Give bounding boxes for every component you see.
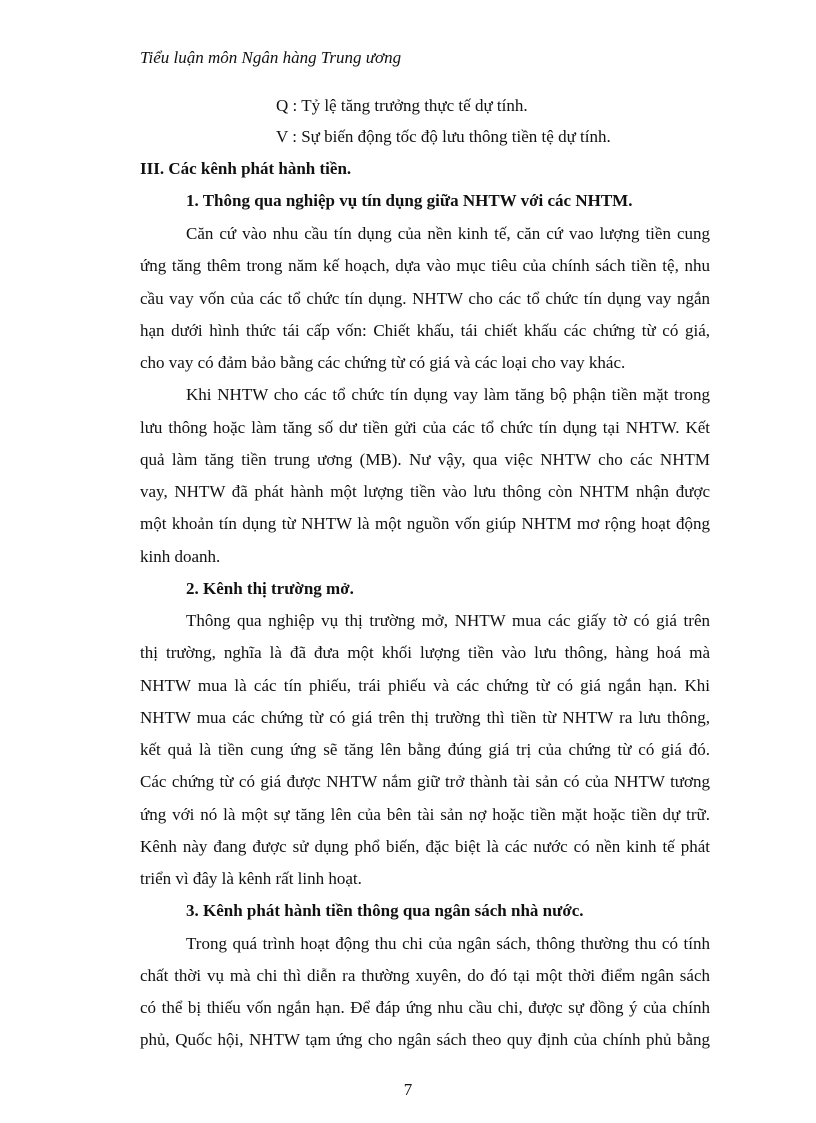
paragraph-line: ứng tăng thêm trong năm kế hoạch, dựa vào mục tiêu của chính sách tiền tệ, nhu — [140, 256, 710, 275]
paragraph-line: NHTW mua các chứng từ có giá trên thị trường thì tiền từ NHTW ra lưu thông, — [140, 708, 710, 727]
paragraph-line: cầu vay vốn của các tổ chức tín dụng. NHTW cho các tổ chức tín dụng vay ngắn — [140, 289, 710, 308]
paragraph-line: có thể bị thiếu vốn ngắn hạn. Để đáp ứng nhu cầu chi, được sự đồng ý của chính — [140, 998, 710, 1017]
definition-q: Q : Tỷ lệ tăng trưởng thực tế dự tính. — [276, 96, 528, 115]
page-number: 7 — [403, 1080, 413, 1099]
paragraph-line: NHTW mua là các tín phiếu, trái phiếu và các chứng từ có giá ngắn hạn. Khi — [140, 676, 710, 695]
section-heading: III. Các kênh phát hành tiền. — [140, 159, 352, 178]
definition-v: V : Sự biến động tốc độ lưu thông tiền tệ dự tính. — [276, 127, 611, 146]
paragraph-line: ứng với nó là một sự tăng lên của bên tài sản nợ hoặc tiền mặt hoặc tiền dự trữ. — [140, 805, 710, 824]
paragraph-line: quả làm tăng tiền trung ương (MB). Nư vậy, qua việc NHTW cho các NHTM — [140, 450, 710, 469]
subsection-heading-3: 3. Kênh phát hành tiền thông qua ngân sách nhà nước. — [186, 901, 584, 920]
paragraph-line: Khi NHTW cho các tổ chức tín dụng vay làm tăng bộ phận tiền mặt trong — [186, 385, 710, 404]
paragraph-line: vay, NHTW đã phát hành một lượng tiền vào lưu thông còn NHTM nhận được — [140, 482, 710, 501]
paragraph-line: thị trường, nghĩa là đã đưa một khối lượng tiền vào lưu thông, hàng hoá mà — [140, 643, 710, 662]
paragraph-line: Thông qua nghiệp vụ thị trường mở, NHTW mua các giấy tờ có giá trên — [186, 611, 710, 630]
paragraph-line: hạn dưới hình thức tái cấp vốn: Chiết khấu, tái chiết khấu các chứng từ có giá, — [140, 321, 710, 340]
paragraph-line: kinh doanh. — [140, 547, 221, 566]
paragraph-line: kết quả là tiền cung ứng sẽ tăng lên bằng đúng giá trị của chứng từ có giá đó. — [140, 740, 710, 759]
paragraph-line: phủ, Quốc hội, NHTW tạm ứng cho ngân sách theo quy định của chính phủ bằng — [140, 1030, 710, 1049]
running-header: Tiểu luận môn Ngân hàng Trung ương — [140, 48, 402, 67]
paragraph-line: Trong quá trình hoạt động thu chi của ngân sách, thông thường thu có tính — [186, 934, 710, 953]
subsection-heading-1: 1. Thông qua nghiệp vụ tín dụng giữa NHTW với các NHTM. — [186, 191, 633, 210]
paragraph-line: Kênh này đang được sử dụng phổ biến, đặc biệt là các nước có nền kinh tế phát — [140, 837, 710, 856]
paragraph-line: triển vì đây là kênh rất linh hoạt. — [140, 869, 362, 888]
subsection-heading-2: 2. Kênh thị trường mở. — [186, 579, 354, 598]
paragraph-line: Căn cứ vào nhu cầu tín dụng của nền kinh tế, căn cứ vao lượng tiền cung — [186, 224, 710, 243]
paragraph-line: chất thời vụ mà chi thì diễn ra thường xuyên, do đó tại một thời điểm ngân sách — [140, 966, 710, 985]
paragraph-line: một khoản tín dụng từ NHTW là một nguồn vốn giúp NHTM mơ rộng hoạt động — [140, 514, 710, 533]
paragraph-line: cho vay có đảm bảo bằng các chứng từ có giá và các loại cho vay khác. — [140, 353, 626, 372]
paragraph-line: Các chứng từ có giá được NHTW nắm giữ trở thành tài sản có của NHTW tương — [140, 772, 710, 791]
paragraph-line: lưu thông hoặc làm tăng số dư tiền gửi của các tổ chức tín dụng tại NHTW. Kết — [140, 418, 710, 437]
